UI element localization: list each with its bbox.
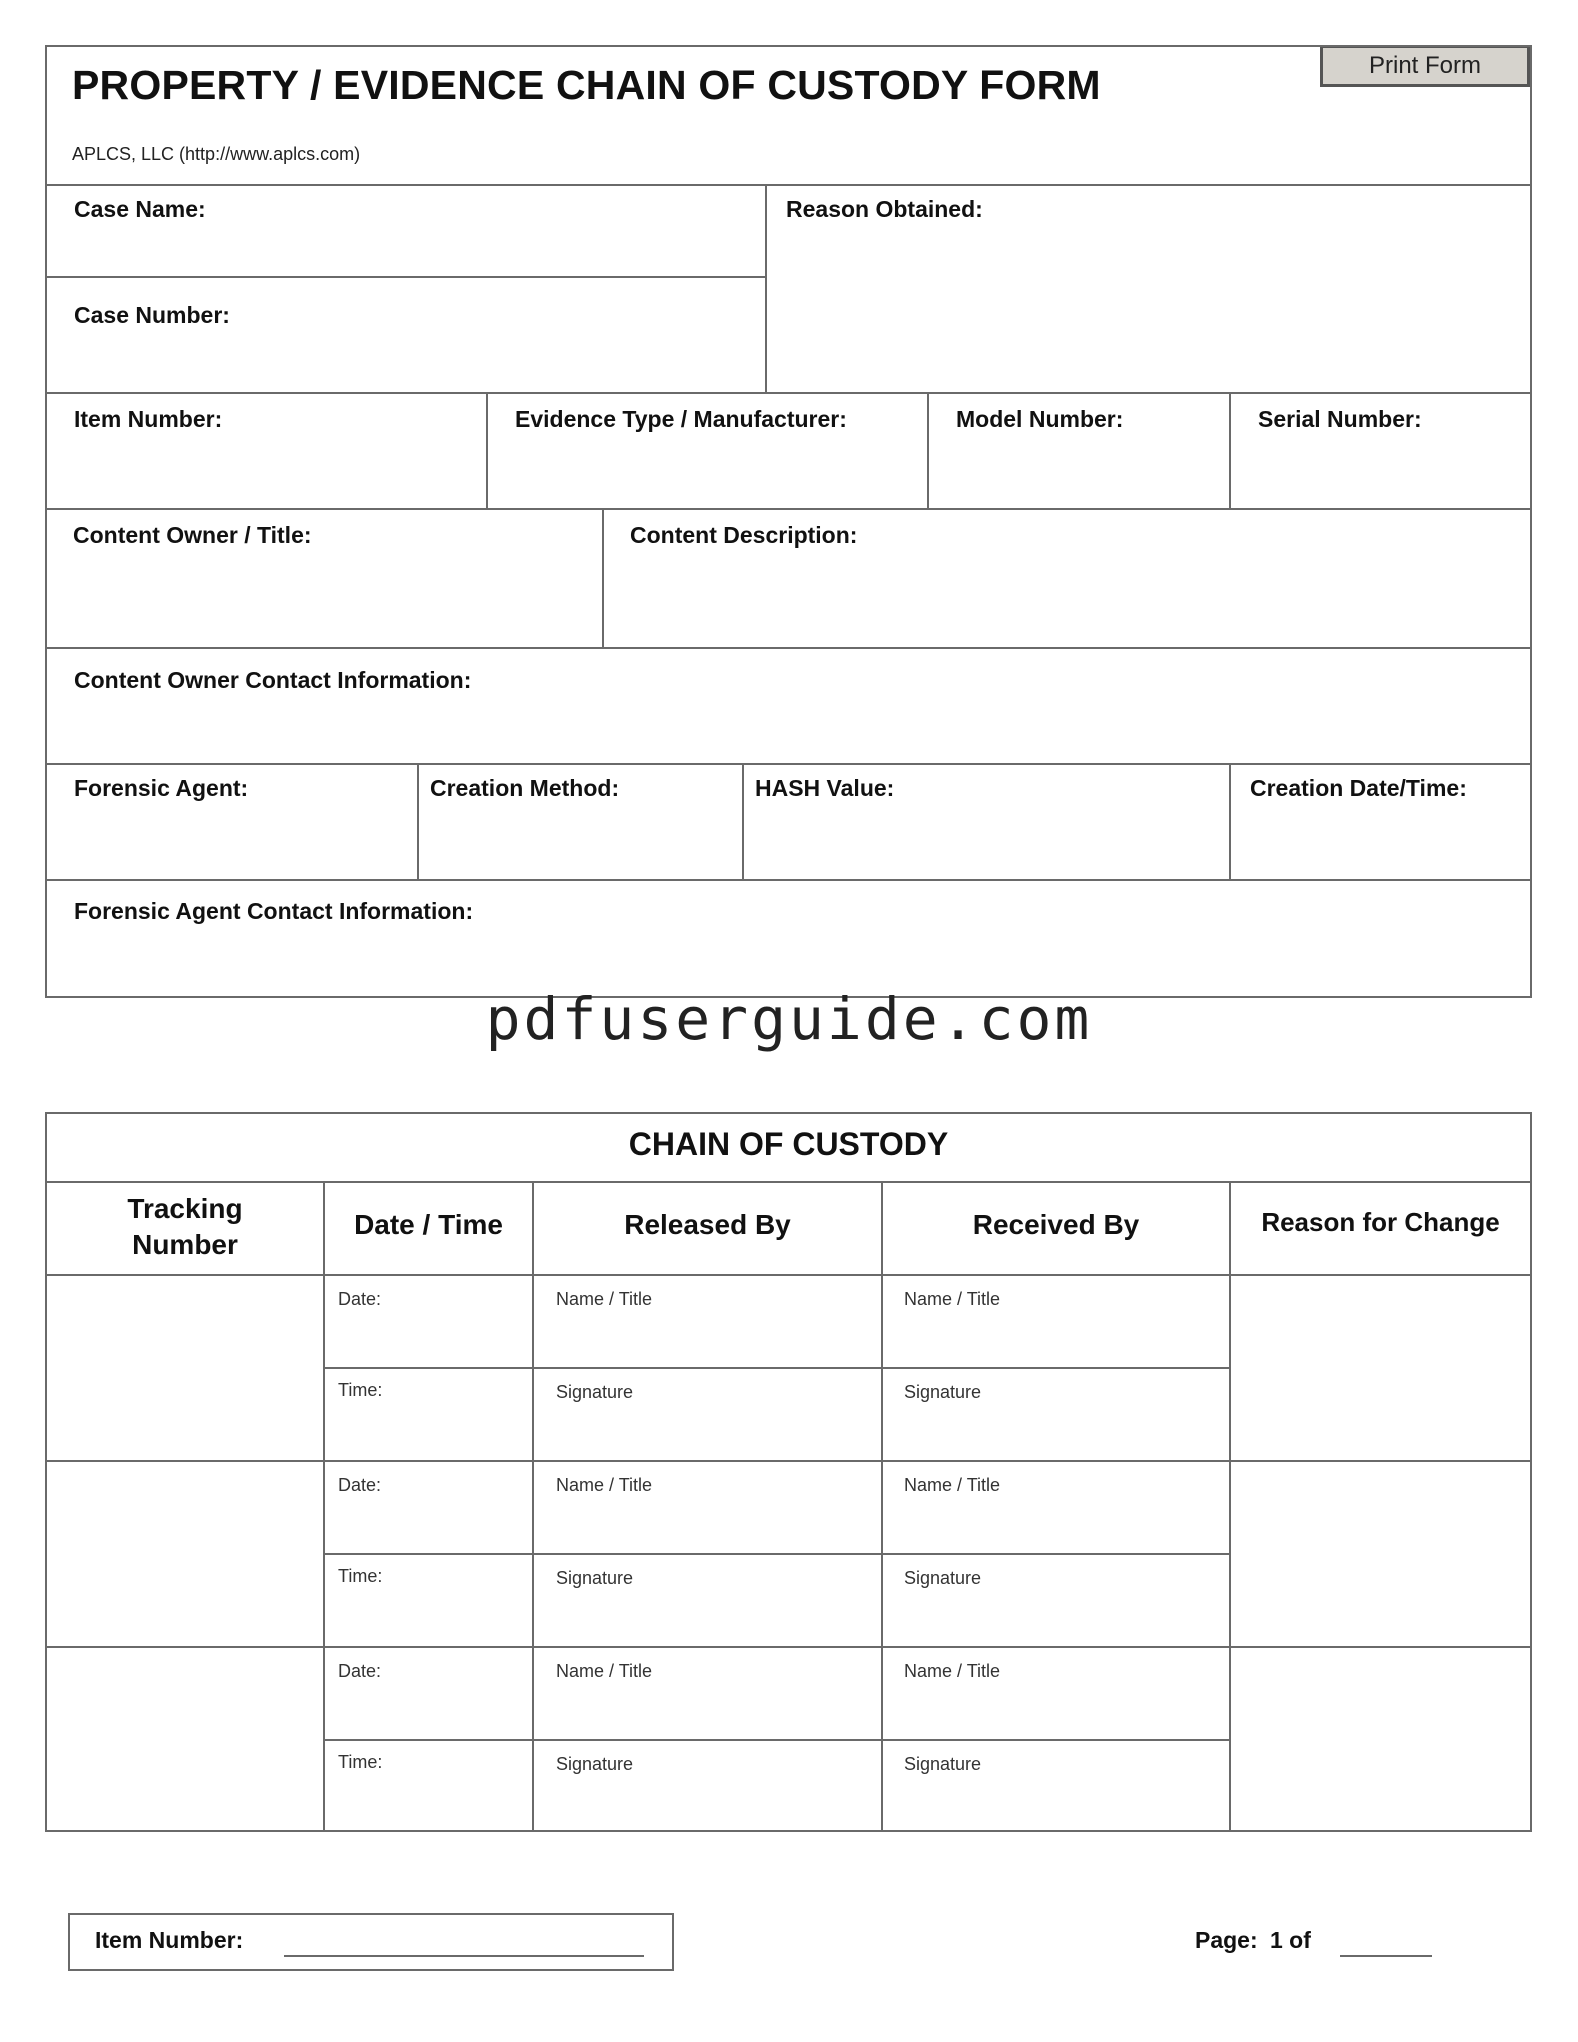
divider [323, 1367, 1231, 1369]
page-label: Page: [1195, 1927, 1258, 1953]
received-name-label: Name / Title [904, 1661, 1001, 1681]
creation-datetime-field[interactable] [1231, 765, 1530, 879]
case-name-field[interactable] [47, 186, 765, 276]
form-title: PROPERTY / EVIDENCE CHAIN OF CUSTODY FORM [72, 62, 1101, 108]
case-name-label: Case Name: [74, 196, 206, 222]
divider [323, 1739, 1231, 1741]
released-name-label: Name / Title [556, 1661, 653, 1681]
page-total-underline[interactable] [1340, 1955, 1432, 1957]
forensic-agent-label: Forensic Agent: [74, 775, 249, 801]
watermark: pdfuserguide.com [485, 985, 1093, 1053]
released-signature-label: Signature [556, 1754, 634, 1774]
item-number-label: Item Number: [74, 406, 223, 432]
reason-for-change-field[interactable] [1231, 1462, 1530, 1646]
date-label: Date: [338, 1475, 382, 1495]
serial-number-label: Serial Number: [1258, 406, 1422, 432]
tracking-header-line1: Tracking [127, 1193, 243, 1224]
time-label: Time: [338, 1752, 383, 1772]
forensic-agent-contact-field[interactable] [47, 881, 1530, 996]
creation-method-label: Creation Method: [430, 775, 620, 801]
evidence-type-label: Evidence Type / Manufacturer: [515, 406, 847, 432]
tracking-number-field[interactable] [47, 1276, 323, 1460]
time-label: Time: [338, 1566, 383, 1586]
date-label: Date: [338, 1661, 382, 1681]
creation-datetime-label: Creation Date/Time: [1250, 775, 1467, 801]
tracking-header-line2: Number [132, 1229, 238, 1260]
received-signature-label: Signature [904, 1382, 982, 1402]
forensic-agent-contact-label: Forensic Agent Contact Information: [74, 898, 474, 924]
case-number-label: Case Number: [74, 302, 230, 328]
content-owner-contact-field[interactable] [47, 649, 1530, 763]
content-description-field[interactable] [604, 510, 1530, 647]
item-number-field[interactable] [47, 394, 486, 508]
hash-value-label: HASH Value: [755, 775, 895, 801]
received-by-header: Received By [972, 1209, 1140, 1240]
content-owner-contact-label: Content Owner Contact Information: [74, 667, 472, 693]
tracking-number-header [47, 1191, 323, 1263]
content-owner-label: Content Owner / Title: [73, 522, 312, 548]
creation-method-field[interactable] [419, 765, 742, 879]
divider [323, 1553, 1231, 1555]
item-number-underline[interactable] [284, 1955, 644, 1957]
tracking-number-field[interactable] [47, 1462, 323, 1646]
evidence-type-field[interactable] [488, 394, 927, 508]
released-signature-label: Signature [556, 1382, 634, 1402]
received-name-label: Name / Title [904, 1475, 1001, 1495]
content-description-label: Content Description: [630, 522, 858, 548]
released-name-label: Name / Title [556, 1289, 653, 1309]
date-time-header: Date / Time [354, 1209, 503, 1240]
forensic-agent-field[interactable] [47, 765, 417, 879]
divider [323, 1181, 325, 1832]
released-signature-label: Signature [556, 1568, 634, 1588]
divider [45, 1181, 1532, 1183]
tracking-number-field[interactable] [47, 1648, 323, 1830]
reason-for-change-field[interactable] [1231, 1276, 1530, 1460]
case-number-field[interactable] [47, 278, 765, 392]
page-current: 1 of [1270, 1927, 1311, 1953]
released-name-label: Name / Title [556, 1475, 653, 1495]
received-name-label: Name / Title [904, 1289, 1001, 1309]
content-owner-field[interactable] [47, 510, 602, 647]
divider [532, 1181, 534, 1832]
received-signature-label: Signature [904, 1754, 982, 1774]
received-signature-label: Signature [904, 1568, 982, 1588]
company-link: APLCS, LLC (http://www.aplcs.com) [72, 144, 361, 164]
chain-of-custody-title: CHAIN OF CUSTODY [628, 1126, 949, 1162]
serial-number-field[interactable] [1231, 394, 1530, 508]
reason-for-change-field[interactable] [1231, 1648, 1530, 1830]
hash-value-field[interactable] [744, 765, 1229, 879]
reason-for-change-header: Reason for Change [1261, 1207, 1500, 1237]
time-label: Time: [338, 1380, 383, 1400]
footer-item-number-label: Item Number: [95, 1927, 244, 1953]
date-label: Date: [338, 1289, 382, 1309]
released-by-header: Released By [624, 1209, 791, 1240]
model-number-label: Model Number: [956, 406, 1124, 432]
reason-obtained-label: Reason Obtained: [786, 196, 983, 222]
print-form-button[interactable]: Print Form [1320, 45, 1530, 87]
reason-obtained-field[interactable] [767, 186, 1530, 392]
model-number-field[interactable] [929, 394, 1229, 508]
divider [881, 1181, 883, 1832]
